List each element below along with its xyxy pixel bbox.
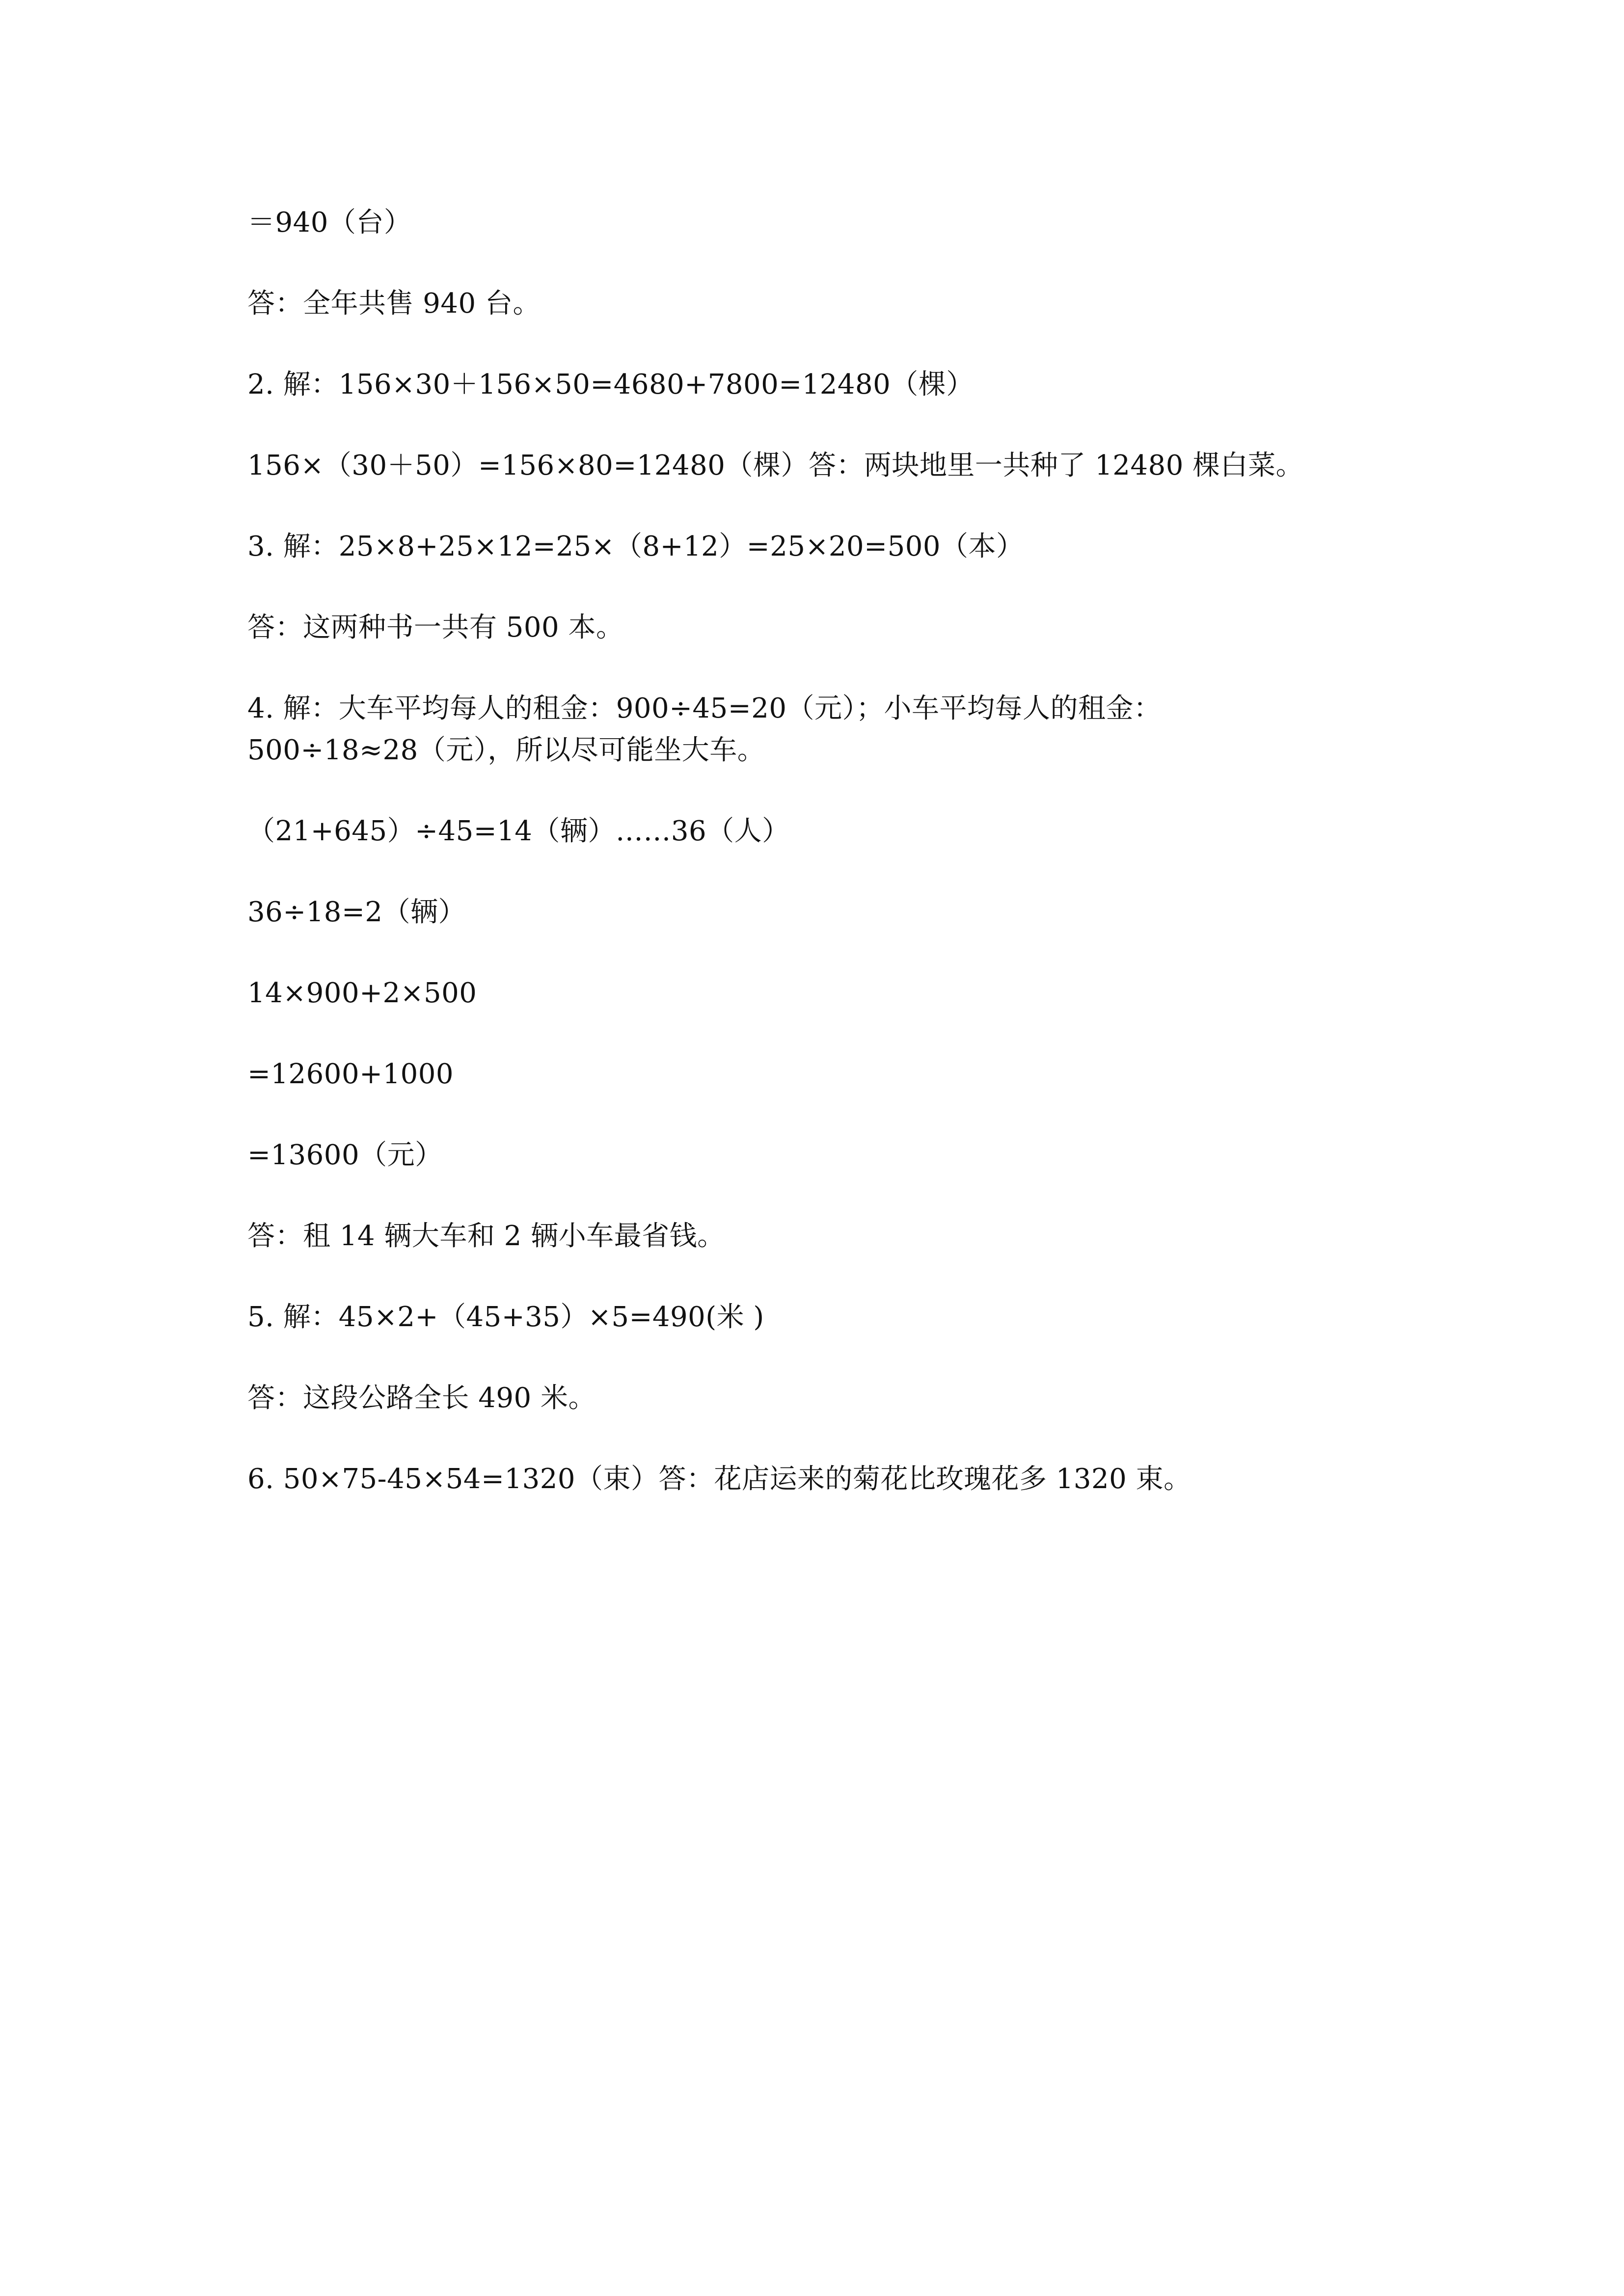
- text-line: 答：这段公路全长 490 米。: [247, 1382, 596, 1414]
- text-line: ＝940（台）: [247, 207, 412, 239]
- text-line: 3. 解：25×8+25×12=25×（8+12）=25×20=500（本）: [247, 531, 1024, 562]
- text-line: 4. 解：大车平均每人的租金：900÷45=20（元）；小车平均每人的租金：: [247, 693, 1162, 724]
- text-line: 156×（30＋50）=156×80=12480（棵）答：两块地里一共种了 12480 棵白菜。: [247, 450, 1304, 481]
- text-line: =12600+1000: [247, 1058, 454, 1090]
- text-line: 500÷18≈28（元），所以尽可能坐大车。: [247, 734, 765, 766]
- text-line: 2. 解：156×30＋156×50=4680+7800=12480（棵）: [247, 369, 974, 400]
- text-line: 答：这两种书一共有 500 本。: [247, 612, 624, 643]
- text-line: 5. 解：45×2+（45+35）×5=490(米 ): [247, 1301, 764, 1333]
- text-line: 答：租 14 辆大车和 2 辆小车最省钱。: [247, 1220, 725, 1252]
- text-line: 14×900+2×500: [247, 977, 477, 1009]
- text-line: （21+645）÷45=14（辆）……36（人）: [247, 815, 790, 847]
- text-line: =13600（元）: [247, 1139, 443, 1171]
- text-line: 答：全年共售 940 台。: [247, 288, 541, 320]
- text-line: 6. 50×75-45×54=1320（束）答：花店运来的菊花比玫瑰花多 1320 束。: [247, 1463, 1191, 1495]
- text-line: 36÷18=2（辆）: [247, 896, 466, 928]
